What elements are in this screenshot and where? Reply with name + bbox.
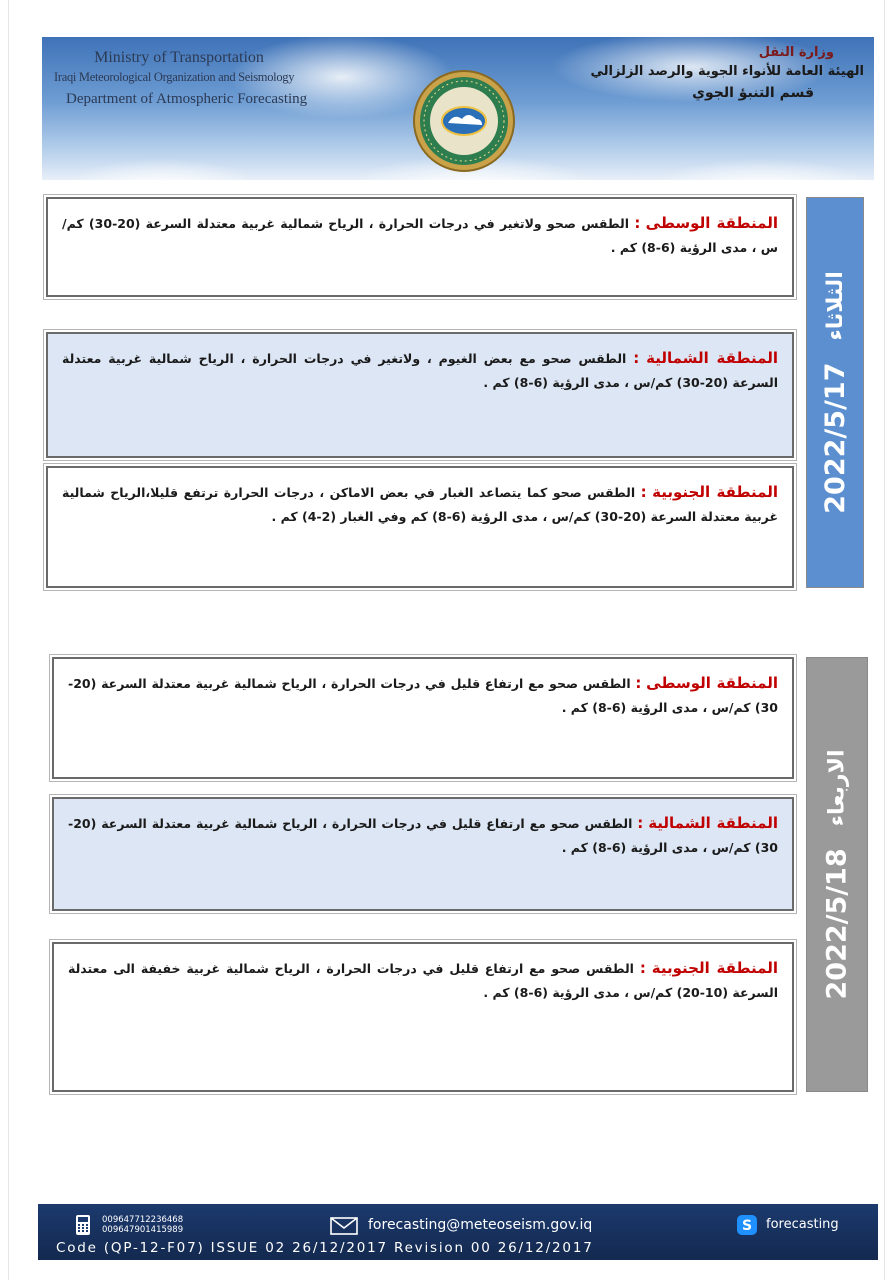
footer-bar: [38, 1204, 878, 1260]
region-name: المنطقة الشمالية: [648, 814, 778, 832]
date-bar-day2: [806, 657, 868, 1092]
organization-name-en: Iraqi Meteorological Organization and Seismology: [54, 70, 295, 84]
forecast-text: الطقس صحو مع بعض الغيوم ، ولاتغير في درجات الحرارة ، الرياح شمالية غربية معتدلة السرعة (20-30) كم/س ، مدى الرؤية (6-8) كم .: [62, 351, 778, 390]
region-separator: :: [637, 814, 644, 832]
phone-numbers: [102, 1215, 183, 1235]
forecast-day: الثلاثاء: [822, 271, 848, 341]
region-name: المنطقة الوسطى: [645, 214, 778, 232]
forecast-box-day1-south: [46, 466, 794, 588]
region-name: المنطقة الجنوبية: [651, 959, 778, 977]
forecast-text: الطقس صحو مع ارتفاع قليل في درجات الحرارة ، الرياح شمالية غربية معتدلة السرعة (20-30) كم/س ، مدى الرؤية (6-8) كم .: [68, 816, 778, 855]
forecast-box-day2-south: [52, 942, 794, 1092]
header-banner: [42, 37, 874, 180]
region-separator: :: [639, 959, 646, 977]
skype-icon: [736, 1214, 758, 1236]
organization-logo-icon: [412, 69, 516, 173]
forecast-box-day1-north: [46, 332, 794, 458]
forecast-text: الطقس صحو كما يتصاعد الغبار في بعض الاماكن ، درجات الحرارة ترتفع قليلا،الرياح شمالية غربية معتدلة السرعة (20-30) كم/س ، مدى الرؤية (6-8) كم وفي الغبار (2-4) كم .: [62, 485, 778, 524]
ministry-name-ar: وزارة النقل: [758, 45, 834, 60]
header-arabic: [590, 45, 864, 101]
region-name: المنطقة الوسطى: [646, 674, 778, 692]
forecast-box-day1-central: [46, 197, 794, 297]
region-separator: :: [633, 349, 640, 367]
department-name-ar: قسم التنبؤ الجوي: [692, 85, 814, 101]
phone-number-2: 009647901415989: [102, 1225, 184, 1235]
region-separator: :: [634, 214, 641, 232]
forecast-date: 2022/5/18: [821, 848, 853, 1000]
skype-id: forecasting: [766, 1217, 839, 1232]
phone-number-1: 009647712236468: [102, 1215, 184, 1225]
region-name: المنطقة الجنوبية: [652, 483, 778, 501]
forecast-text: الطقس صحو مع ارتفاع قليل في درجات الحرارة ، الرياح شمالية غربية خفيفة الى معتدلة السرعة (10-20) كم/س ، مدى الرؤية (6-8) كم .: [68, 961, 778, 1000]
forecast-box-day2-central: [52, 657, 794, 779]
date-bar-day1: [806, 197, 864, 588]
region-separator: :: [635, 674, 642, 692]
department-name-en: Department of Atmospheric Forecasting: [66, 91, 308, 107]
phone-icon: [74, 1214, 92, 1236]
region-name: المنطقة الشمالية: [646, 349, 778, 367]
forecast-day: الاربعاء: [824, 749, 850, 827]
forecast-text: الطقس صحو مع ارتفاع قليل في درجات الحرارة ، الرياح شمالية غربية معتدلة السرعة (20-30) كم/س ، مدى الرؤية (6-8) كم .: [68, 676, 778, 715]
ministry-name-en: Ministry of Transportation: [94, 49, 264, 66]
mail-icon: [330, 1217, 358, 1235]
organization-name-ar: الهيئة العامة للأنواء الجوية والرصد الزلزالي: [590, 64, 864, 79]
svg-text:S: S: [741, 1218, 753, 1234]
email-address[interactable]: forecasting@meteoseism.gov.iq: [368, 1217, 593, 1233]
forecast-text: الطقس صحو ولاتغير في درجات الحرارة ، الرياح شمالية غربية معتدلة السرعة (20-30) كم/س ، مدى الرؤية (6-8) كم .: [62, 216, 778, 255]
document-code: Code (QP-12-F07) ISSUE 02 26/12/2017 Revision 00 26/12/2017: [56, 1240, 594, 1256]
forecast-date: 2022/5/17: [819, 362, 851, 514]
region-separator: :: [640, 483, 647, 501]
header-english: [54, 49, 334, 108]
forecast-box-day2-north: [52, 797, 794, 911]
